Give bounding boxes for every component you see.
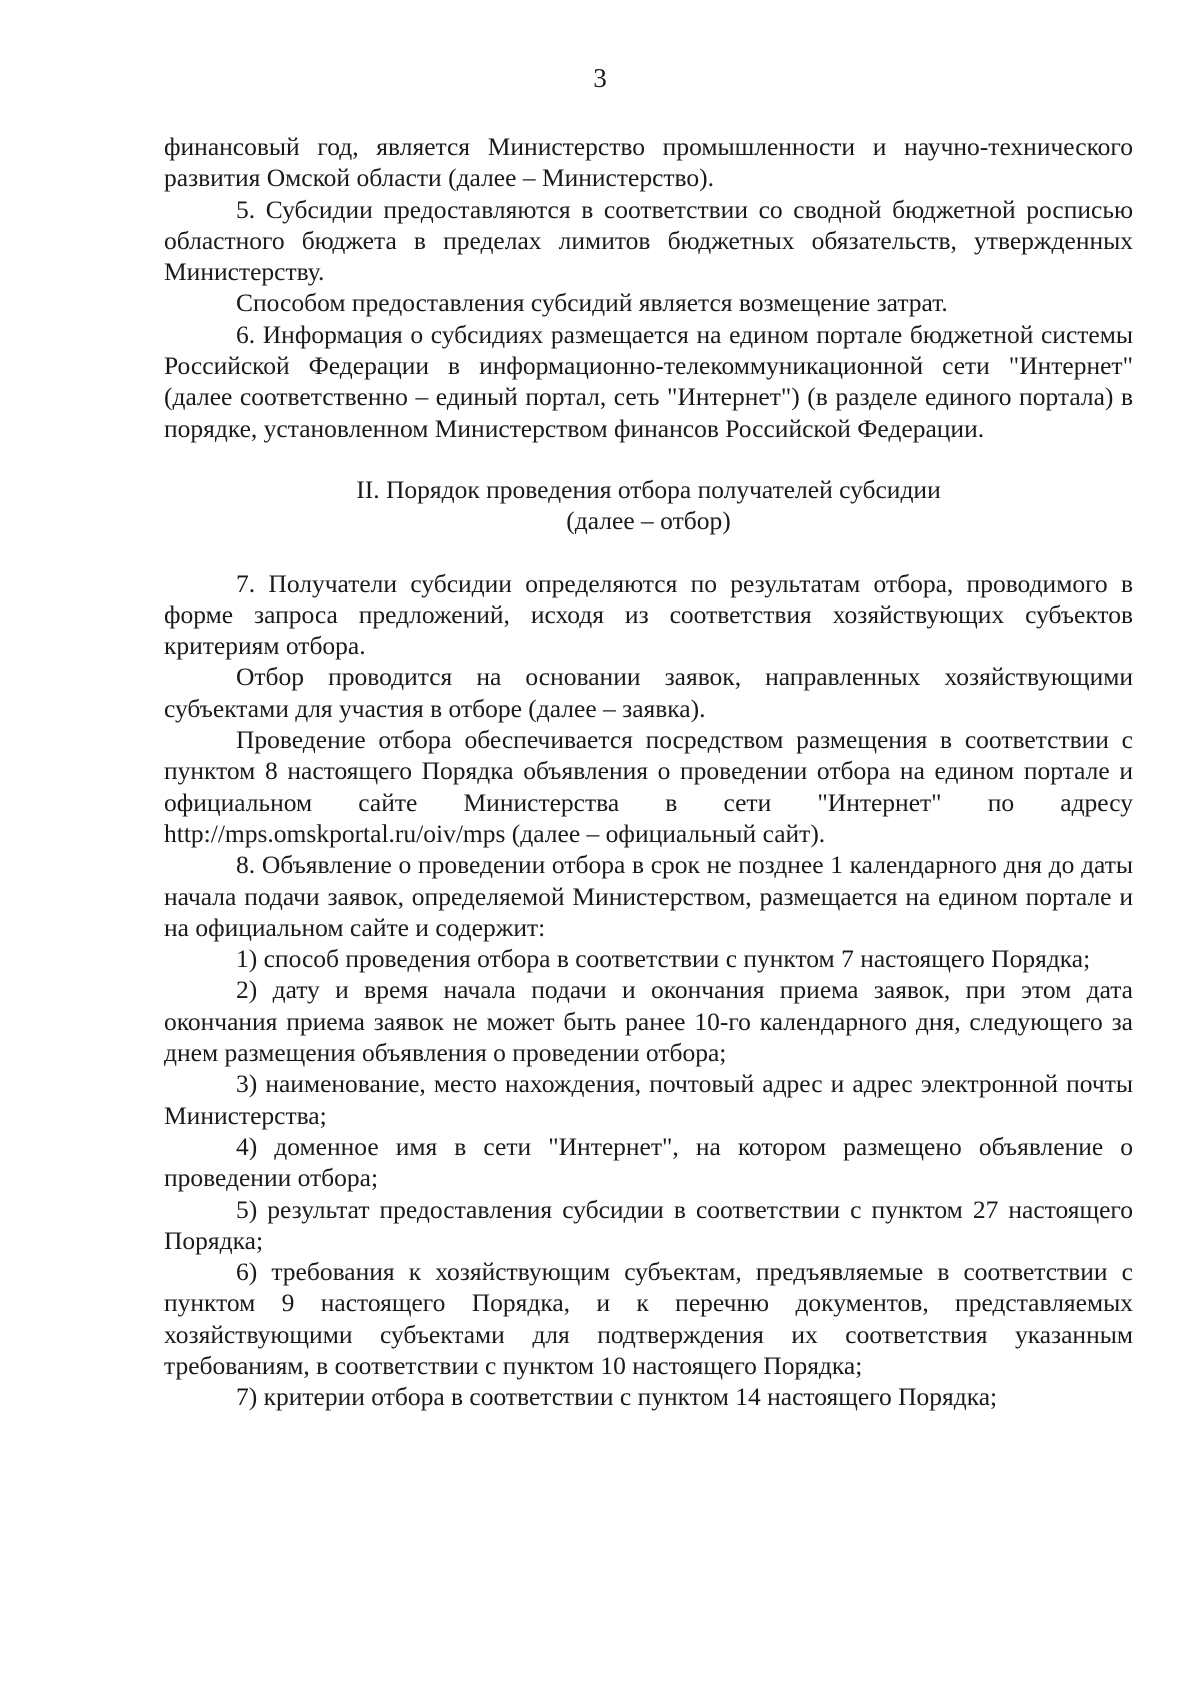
list-item-3: 3) наименование, место нахождения, почтовый адрес и адрес электронной почты Министерства; — [164, 1069, 1133, 1130]
list-item-5: 5) результат предоставления субсидии в соответствии с пунктом 27 настоящего Порядка; — [164, 1194, 1133, 1255]
list-item-2: 2) дату и время начала подачи и окончания приема заявок, при этом дата окончания приема заявок не может быть ранее 10-го календарного дня, следующего за днем размещения объявления о проведении отбора; — [164, 975, 1133, 1068]
document-body — [164, 131, 1133, 1413]
section-heading — [164, 474, 1133, 537]
section-heading-line1: II. Порядок проведения отбора получателей субсидии — [356, 474, 941, 504]
list-item-1: 1) способ проведения отбора в соответствии с пунктом 7 настоящего Порядка; — [236, 944, 1091, 974]
list-item-6: 6) требования к хозяйствующим субъектам, предъявляемые в соответствии с пунктом 9 настоящего Порядка, и к перечню документов, представляемых хозяйствующими субъектами для подтверждения их соответствия указанным требованиям, в соответствии с пунктом 10 настоящего Порядка; — [164, 1257, 1133, 1380]
paragraph-continuation: финансовый год, является Министерство промышленности и научно-технического развития Омской области (далее – Министерство). — [164, 132, 1133, 193]
paragraph-selection-procedure: Проведение отбора обеспечивается посредством размещения в соответствии с пунктом 8 настоящего Порядка объявления о проведении отбора на едином портале и официальном сайте Министерства в сети "Интернет" по адресу http://mps.omskportal.ru/oiv/mps (далее – официальный сайт). — [164, 725, 1133, 848]
paragraph-item-5: 5. Субсидии предоставляются в соответствии со сводной бюджетной росписью областного бюджета в пределах лимитов бюджетных обязательств, утвержденных Министерству. — [164, 194, 1133, 287]
paragraph-item-7: 7. Получатели субсидии определяются по результатам отбора, проводимого в форме запроса предложений, исходя из соответствия хозяйствующих субъектов критериям отбора. — [164, 568, 1133, 661]
section-heading-line2: (далее – отбор) — [566, 506, 731, 536]
paragraph-item-6: 6. Информация о субсидиях размещается на едином портале бюджетной системы Российской Федерации в информационно-телекоммуникационной сети "Интернет" (далее соответственно – единый портал, сеть "Интернет") (в разделе единого портала) в порядке, установленном Министерством финансов Российской Федерации. — [164, 319, 1133, 443]
page-number: 3 — [593, 63, 607, 93]
list-item-7: 7) критерии отбора в соответствии с пунктом 14 настоящего Порядка; — [236, 1382, 998, 1412]
paragraph-subsidy-method: Способом предоставления субсидий является возмещение затрат. — [236, 288, 948, 318]
paragraph-applications: Отбор проводится на основании заявок, направленных хозяйствующими субъектами для участия в отборе (далее – заявка). — [164, 662, 1133, 723]
list-item-4: 4) доменное имя в сети "Интернет", на котором размещено объявление о проведении отбора; — [164, 1131, 1133, 1193]
paragraph-item-8: 8. Объявление о проведении отбора в срок не позднее 1 календарного дня до даты начала подачи заявок, определяемой Министерством, размещается на едином портале и на официальном сайте и содержит: — [164, 850, 1133, 942]
